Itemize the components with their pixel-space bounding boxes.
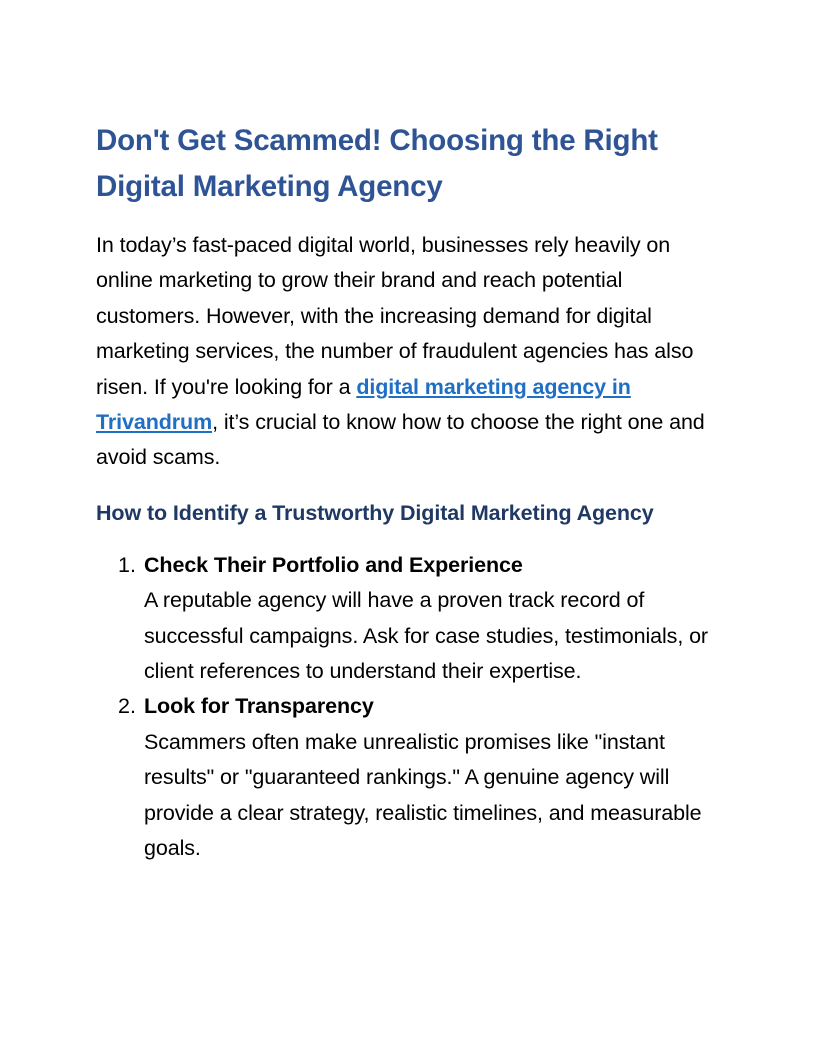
list-item-number: 2.	[118, 694, 136, 719]
list-item	[96, 548, 726, 690]
list-item-description: Scammers often make unrealistic promises like "instant results" or "guaranteed rankings." A genuine agency will provide a clear strategy, realistic timelines, and measurable goals.	[144, 729, 702, 861]
list-item-description: A reputable agency will have a proven track record of successful campaigns. Ask for case studies, testimonials, or client references to understand their expertise.	[144, 588, 708, 684]
document-page	[96, 118, 726, 867]
page-title: Don't Get Scammed! Choosing the Right Digital Marketing Agency	[96, 124, 658, 203]
intro-paragraph	[96, 228, 726, 476]
intro-text-start: In today’s fast-paced digital world, businesses rely heavily on online marketing to grow their brand and reach potential customers. However, with the increasing demand for digital marketing services, the number of fraudulent agencies has also risen. If you're looking for a	[96, 233, 694, 399]
agency-link[interactable]: digital marketing agency in Trivandrum	[96, 374, 631, 435]
tips-list	[96, 548, 726, 867]
section-heading: How to Identify a Trustworthy Digital Marketing Agency	[96, 500, 654, 525]
list-item-number: 1.	[118, 552, 136, 577]
list-item	[96, 689, 726, 866]
list-item-title: Check Their Portfolio and Experience	[144, 552, 523, 577]
intro-text-end: , it’s crucial to know how to choose the right one and avoid scams.	[96, 410, 705, 470]
list-item-title: Look for Transparency	[144, 694, 374, 719]
